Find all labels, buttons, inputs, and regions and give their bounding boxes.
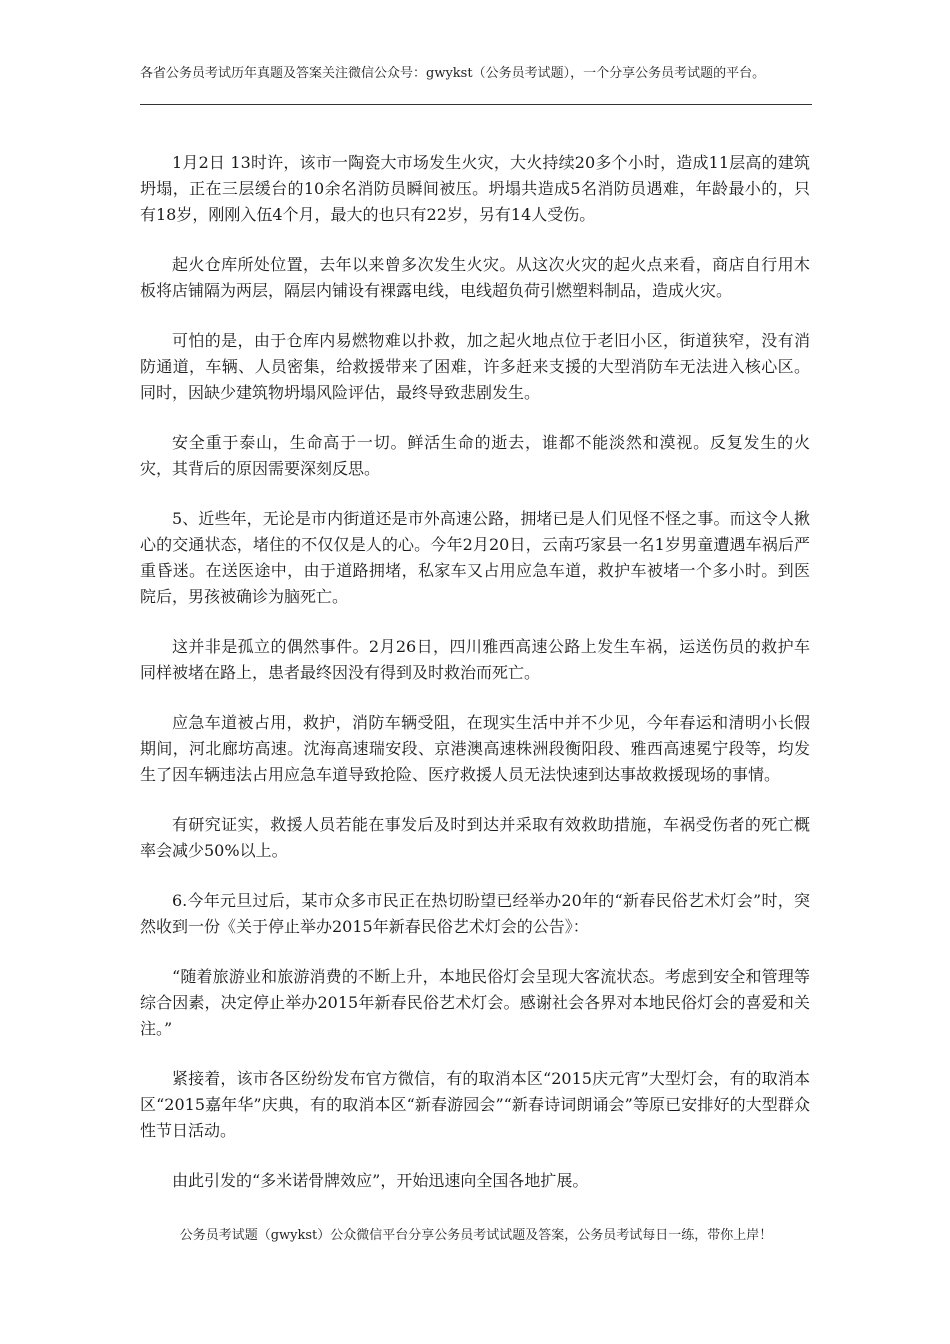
paragraph: 这并非是孤立的偶然事件。2月26日，四川雅西高速公路上发生车祸，运送伤员的救护车同样被堵在路上，患者最终因没有得到及时救治而死亡。	[140, 637, 810, 682]
page-header: 各省公务员考试历年真题及答案关注微信公众号：gwykst（公务员考试题），一个分享公务员考试题的平台。	[140, 66, 766, 81]
paragraph: 可怕的是，由于仓库内易燃物难以扑救，加之起火地点位于老旧小区，街道狭窄，没有消防通道，车辆、人员密集，给救援带来了困难，许多赶来支援的大型消防车无法进入核心区。同时，因缺少建筑物坍塌风险评估，最终导致悲剧发生。	[140, 331, 810, 402]
paragraph: 有研究证实，救援人员若能在事发后及时到达并采取有效救助措施，车祸受伤者的死亡概率会减少50%以上。	[140, 815, 810, 860]
header-divider	[140, 104, 812, 105]
paragraph: 安全重于泰山，生命高于一切。鲜活生命的逝去，谁都不能淡然和漠视。反复发生的火灾，其背后的原因需要深刻反思。	[140, 433, 810, 478]
paragraph: 紧接着，该市各区纷纷发布官方微信，有的取消本区“2015庆元宵”大型灯会，有的取消本区“2015嘉年华”庆典，有的取消本区“新春游园会”“新春诗词朗诵会”等原已安排好的大型群众性节日活动。	[140, 1069, 810, 1140]
paragraph: 由此引发的“多米诺骨牌效应”，开始迅速向全国各地扩展。	[172, 1171, 589, 1190]
paragraph: 5、近些年，无论是市内街道还是市外高速公路，拥堵已是人们见怪不怪之事。而这令人揪心的交通状态，堵住的不仅仅是人的心。今年2月20日，云南巧家县一名1岁男童遭遇车祸后严重昏迷。在送医途中，由于道路拥堵，私家车又占用应急车道，救护车被堵一个多小时。到医院后，男孩被确诊为脑死亡。	[140, 509, 810, 606]
paragraph: 6.今年元旦过后，某市众多市民正在热切盼望已经举办20年的“新春民俗艺术灯会”时，突然收到一份《关于停止举办2015年新春民俗艺术灯会的公告》：	[140, 891, 810, 936]
paragraph: “随着旅游业和旅游消费的不断上升，本地民俗灯会呈现大客流状态。考虑到安全和管理等综合因素，决定停止举办2015年新春民俗艺术灯会。感谢社会各界对本地民俗灯会的喜爱和关注。”	[140, 967, 810, 1038]
page-footer: 公务员考试题（gwykst）公众微信平台分享公务员考试试题及答案，公务员考试每日一练，带你上岸！	[179, 1228, 773, 1243]
paragraph: 应急车道被占用，救护，消防车辆受阻，在现实生活中并不少见，今年春运和清明小长假期间，河北廊坊高速。沈海高速瑞安段、京港澳高速株洲段衡阳段、雅西高速冕宁段等，均发生了因车辆违法占用应急车道导致抢险、医疗救援人员无法快速到达事故救援现场的事情。	[140, 713, 810, 784]
document-body	[140, 150, 810, 1218]
paragraph: 起火仓库所处位置，去年以来曾多次发生火灾。从这次火灾的起火点来看，商店自行用木板将店铺隔为两层，隔层内铺设有裸露电线，电线超负荷引燃塑料制品，造成火灾。	[140, 255, 810, 300]
paragraph: 1月2日 13时许，该市一陶瓷大市场发生火灾，大火持续20多个小时，造成11层高的建筑坍塌，正在三层缓台的10余名消防员瞬间被压。坍塌共造成5名消防员遇难，年龄最小的，只有18岁，刚刚入伍4个月，最大的也只有22岁，另有14人受伤。	[140, 153, 810, 224]
